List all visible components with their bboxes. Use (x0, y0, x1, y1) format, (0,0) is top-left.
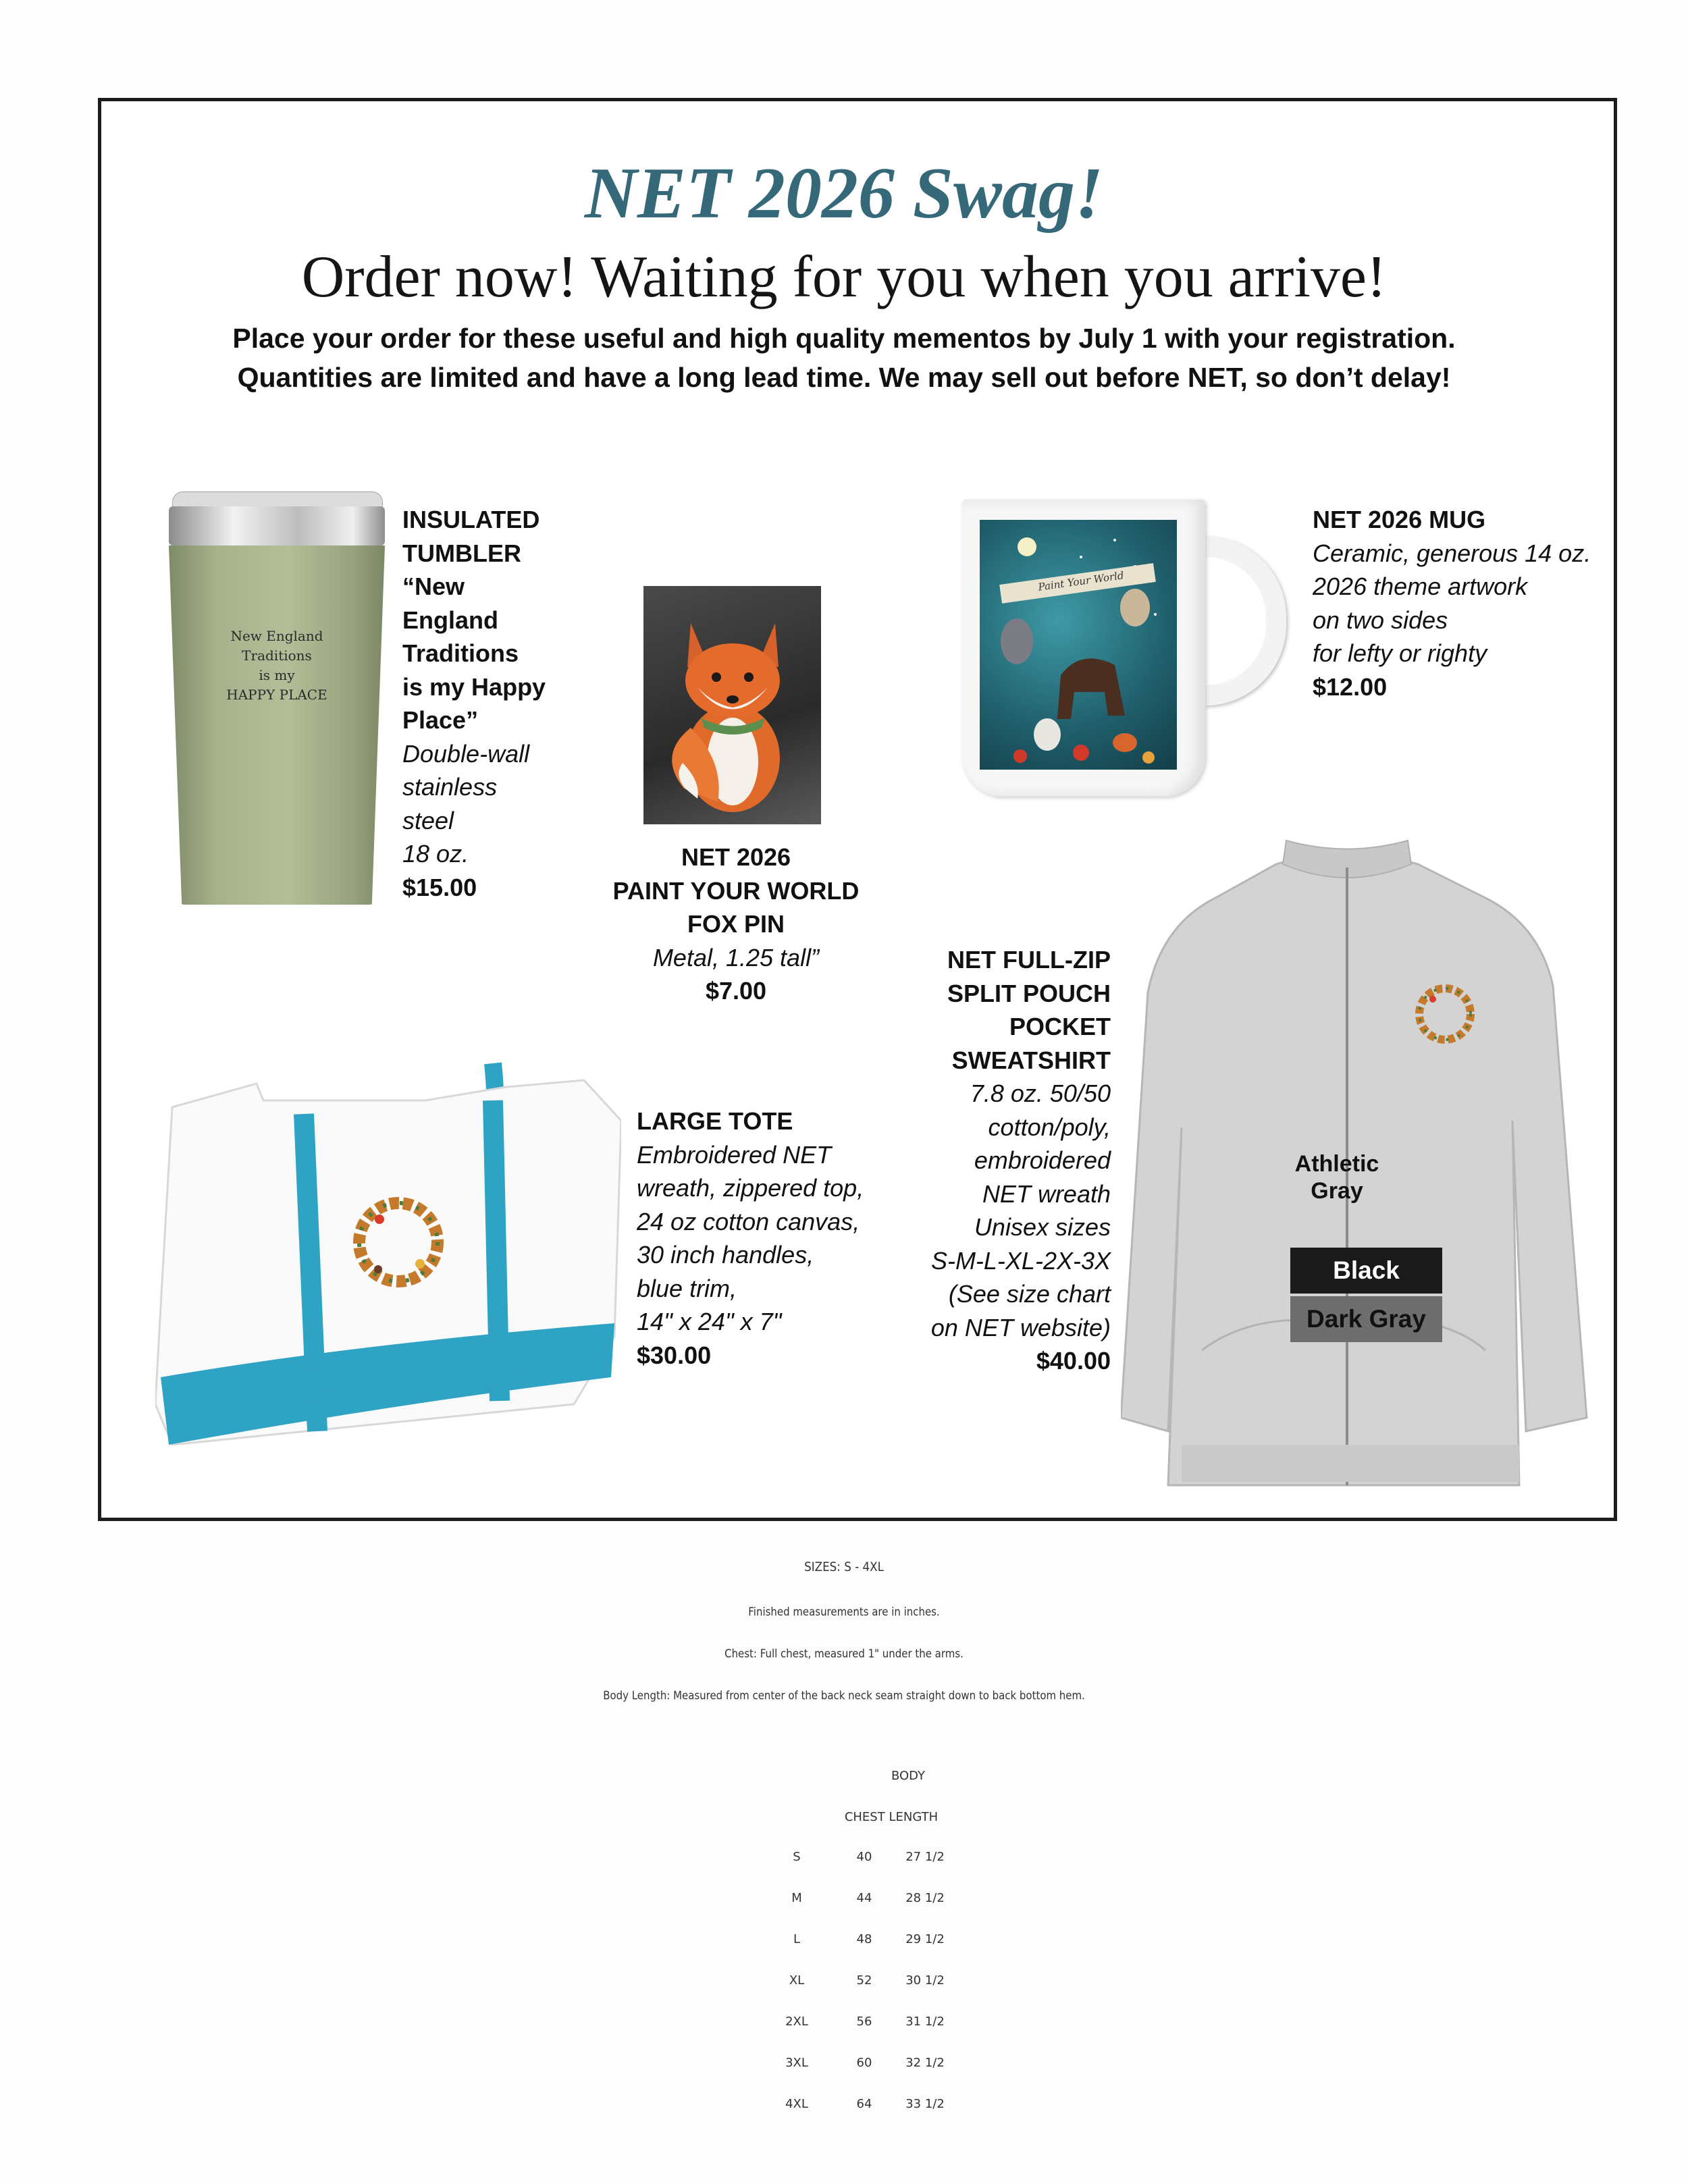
size-row (776, 1932, 979, 1973)
fox-pin-image (643, 586, 821, 824)
size-table-header-cols: CHEST LENGTH (844, 1810, 939, 1824)
tote-desc-line: 14" x 24" x 7" (637, 1308, 782, 1335)
intro-line-1: Place your order for these useful and high quality mementos by July 1 with your registration. (232, 323, 1456, 354)
size-row (776, 2056, 979, 2097)
tumbler-print-line: is my (259, 667, 295, 683)
tumbler-description (402, 503, 605, 904)
tote-desc-line: wreath, zippered top, (637, 1174, 864, 1202)
tumbler-quote-line: is my Happy (402, 672, 546, 701)
mug-desc-line: for lefty or righty (1313, 639, 1487, 667)
tote-name: LARGE TOTE (637, 1107, 793, 1135)
length-cell: 30 1/2 (905, 1973, 945, 1988)
sweatshirt-desc-line: on NET website) (930, 1313, 1111, 1341)
mug-art-banner: Paint Your World (1037, 569, 1125, 593)
size-cell: 3XL (785, 2056, 808, 2070)
size-cell: XL (789, 1973, 805, 1988)
tumbler-lid (172, 491, 383, 508)
tumbler-quote-line: “New (402, 572, 465, 600)
sweatshirt-desc-line: embroidered (974, 1146, 1111, 1174)
tumbler-quote-line: Traditions (402, 639, 519, 667)
tumbler-quote-line: England (402, 606, 498, 634)
mug-artwork (980, 520, 1177, 770)
tumbler-desc-line: steel (402, 806, 454, 834)
tumbler-body (169, 545, 385, 905)
length-cell: 27 1/2 (905, 1850, 945, 1864)
fox-pin-name-line: PAINT YOUR WORLD (612, 876, 860, 905)
color-label-athletic-gray: Athletic Gray (1294, 1151, 1379, 1204)
length-cell: 33 1/2 (905, 2097, 945, 2111)
chest-cell: 48 (856, 1932, 872, 1946)
tumbler-name-line: TUMBLER (402, 539, 521, 567)
tumbler-image (165, 491, 388, 905)
tote-desc-line: blue trim, (637, 1274, 737, 1302)
tumbler-quote-line: Place” (402, 706, 479, 734)
tote-image (155, 1026, 621, 1458)
page-subtitle: Order now! Waiting for you when you arrive! (301, 244, 1387, 310)
size-cell: 2XL (785, 2015, 808, 2029)
size-table-header-body: BODY (891, 1769, 926, 1783)
tote-desc-line: 30 inch handles, (637, 1241, 814, 1269)
size-row (776, 1973, 979, 2015)
sweatshirt-desc-line: S-M-L-XL-2X-3X (930, 1246, 1111, 1275)
chest-cell: 44 (856, 1891, 872, 1905)
color-swatch-black: Black (1290, 1248, 1442, 1294)
sizes-line: SIZES: S - 4XL (804, 1560, 884, 1574)
length-cell: 28 1/2 (905, 1891, 945, 1905)
size-cell: 4XL (785, 2097, 808, 2111)
fox-pin-desc: Metal, 1.25 tall” (652, 943, 820, 971)
mug-desc-line: on two sides (1313, 606, 1448, 634)
sweatshirt-name-line: SWEATSHIRT (951, 1046, 1111, 1074)
tumbler-print-line: HAPPY PLACE (226, 687, 327, 703)
tote-illustration (155, 1026, 621, 1458)
tote-desc-line: Embroidered NET (637, 1140, 832, 1169)
intro-line-2: Quantities are limited and have a long lead time. We may sell out before NET, so don’t delay! (237, 362, 1451, 393)
mug-price: $12.00 (1313, 672, 1388, 701)
length-cell: 29 1/2 (905, 1932, 945, 1946)
tumbler-print (192, 627, 361, 705)
page-title: NET 2026 Swag! (584, 153, 1104, 234)
size-row (776, 1891, 979, 1932)
fox-pin-name-line: FOX PIN (687, 910, 785, 938)
chest-cell: 64 (856, 2097, 872, 2111)
tumbler-desc-line: 18 oz. (402, 840, 469, 868)
tumbler-desc-line: Double-wall (402, 739, 530, 768)
sweatshirt-desc-line: Unisex sizes (974, 1213, 1111, 1241)
fox-illustration (643, 586, 821, 824)
size-note-1: Finished measurements are in inches. (748, 1605, 940, 1619)
tote-desc-line: 24 oz cotton canvas, (637, 1207, 860, 1235)
sweatshirt-name-line: POCKET (1009, 1013, 1111, 1040)
size-cell: L (793, 1932, 801, 1946)
sweatshirt-name-line: NET FULL-ZIP (947, 946, 1111, 974)
length-cell: 32 1/2 (905, 2056, 945, 2070)
tote-price: $30.00 (637, 1341, 712, 1369)
fox-pin-price: $7.00 (705, 977, 767, 1005)
tumbler-price: $15.00 (402, 873, 477, 901)
mug-desc-line: Ceramic, generous 14 oz. (1313, 539, 1591, 567)
sweatshirt-name-line: SPLIT POUCH (947, 979, 1111, 1007)
length-cell: 31 1/2 (905, 2015, 945, 2029)
chest-cell: 40 (856, 1850, 872, 1864)
fox-pin-description (581, 841, 891, 1008)
color-swatch-dark-gray: Dark Gray (1290, 1296, 1442, 1342)
chest-cell: 56 (856, 2015, 872, 2029)
sweatshirt-image (1121, 837, 1593, 1499)
chest-cell: 60 (856, 2056, 872, 2070)
forest-art (980, 520, 1177, 770)
tumbler-desc-line: stainless (402, 773, 498, 801)
size-row (776, 1850, 979, 1891)
tote-description (637, 1104, 893, 1372)
size-cell: S (793, 1850, 801, 1864)
tumbler-name-line: INSULATED (402, 506, 540, 533)
sweatshirt-desc-line: 7.8 oz. 50/50 (970, 1080, 1111, 1107)
mug-image (962, 500, 1290, 797)
size-note-3: Body Length: Measured from center of the back neck seam straight down to back bottom hem. (603, 1689, 1085, 1703)
mug-description (1313, 503, 1610, 703)
chest-cell: 52 (856, 1973, 872, 1988)
tumbler-print-line: New England (230, 628, 323, 644)
sweatshirt-desc-line: cotton/poly, (988, 1113, 1111, 1141)
sweatshirt-description (891, 943, 1111, 1378)
mug-desc-line: 2026 theme artwork (1313, 572, 1528, 600)
sweatshirt-price: $40.00 (1036, 1347, 1111, 1375)
mug-name: NET 2026 MUG (1313, 506, 1486, 533)
fox-pin-name-line: NET 2026 (681, 843, 791, 871)
size-row (776, 2097, 979, 2138)
size-cell: M (791, 1891, 802, 1905)
tumbler-print-line: Traditions (242, 647, 312, 664)
size-row (776, 2015, 979, 2056)
sweatshirt-desc-line: NET wreath (982, 1179, 1111, 1208)
size-note-2: Chest: Full chest, measured 1" under the arms. (724, 1647, 964, 1661)
size-table (776, 1850, 979, 2138)
tumbler-rim (169, 506, 385, 545)
size-chart-notes (0, 1560, 1688, 1574)
sweatshirt-desc-line: (See size chart (948, 1280, 1111, 1308)
